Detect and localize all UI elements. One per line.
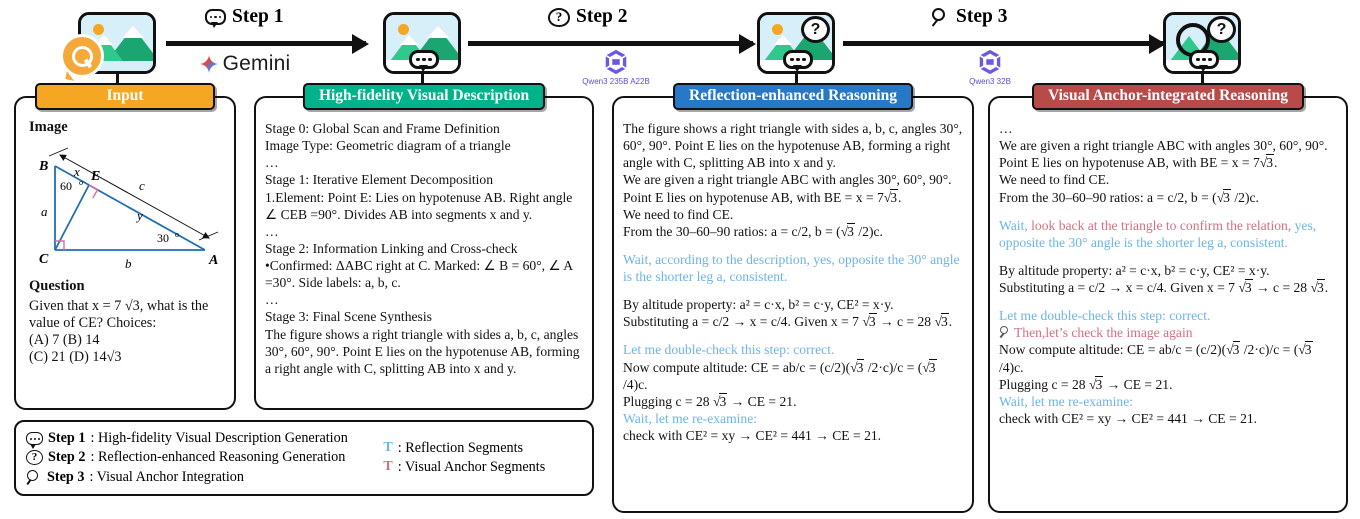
thought-question-icon: ?	[548, 8, 570, 27]
gemini-label: Gemini	[222, 52, 291, 75]
svg-text:A: A	[209, 253, 219, 269]
svg-text:c: c	[139, 178, 145, 194]
legend-step-desc: : Reflection-enhanced Reasoning Generation	[90, 449, 346, 466]
magnifier-ring-shape	[72, 46, 93, 67]
svg-text:C: C	[39, 252, 49, 268]
query-badge-icon	[60, 34, 104, 78]
gemini-sparkle-icon	[200, 55, 218, 73]
svg-text:x: x	[74, 164, 80, 180]
reflection-lead: Wait,	[999, 217, 1028, 233]
paragraph-gap	[623, 330, 963, 341]
qwen-235b-label: Qwen3 235B A22B	[582, 77, 650, 86]
anchor-line: We are given a right triangle ABC with angles 30°, 60°, 90°. Point E lies on hypotenuse AB, with BE = x = 7√3.	[999, 138, 1328, 171]
svg-text:E: E	[91, 169, 101, 185]
panel-anchor-title: Visual Anchor-integrated Reasoning	[1032, 83, 1304, 110]
speech-bubble-icon	[26, 432, 43, 445]
panel-description-title: High-fidelity Visual Description	[303, 83, 545, 110]
model-tag-qwen-32b	[940, 48, 1040, 86]
reflection-line: Plugging c = 28 √3 → CE = 21.	[623, 393, 797, 409]
legend-step-row	[26, 468, 383, 487]
input-question-label: Question	[29, 278, 85, 295]
legend-mark-desc: : Visual Anchor Segments	[397, 459, 546, 475]
sun-shape	[398, 24, 409, 35]
paragraph-gap	[623, 240, 963, 251]
paragraph-gap	[999, 296, 1337, 307]
flow-arrow-2	[468, 41, 753, 46]
anchor-mixed-line	[999, 217, 1337, 251]
reflection-reflection-line: Let me double-check this step: correct.	[623, 342, 835, 358]
question-badge-icon: ?	[801, 16, 830, 43]
legend-step-row	[26, 429, 383, 448]
svg-text:B: B	[39, 159, 49, 175]
reflection-reflection-line: Wait, according to the description, yes, opposite the 30° angle is the shorter leg a, consistent.	[623, 251, 960, 284]
legend-box	[14, 420, 594, 496]
paragraph-gap	[623, 285, 963, 296]
svg-text:y: y	[137, 208, 143, 224]
magnifier-icon	[26, 470, 42, 485]
panel-description	[254, 87, 594, 410]
question-line: (C) 21 (D) 14√3	[29, 349, 122, 366]
legend-step-desc: : High-fidelity Visual Description Generation	[90, 430, 348, 447]
svg-text:30: 30	[157, 231, 169, 246]
reflection-line: We are given a right triangle ABC with angles 30°, 60°, 90°. Point E lies on hypotenuse AB, with BE = x = 7√3.	[623, 172, 952, 205]
geometry-diagram	[27, 138, 231, 273]
description-line: 1.Element: Point E: Lies on hypotenuse AB. Right angle ∠ CEB =90°. Divides AB into segments x and y.	[265, 189, 573, 222]
panel-input-title: Input	[35, 83, 215, 110]
anchor-reflection-line: Let me double-check this step: correct.	[999, 308, 1211, 324]
reflection-tail: yes, opposite the 30° angle is the shorter leg a, consistent.	[999, 217, 1317, 250]
description-line: Stage 1: Iterative Element Decomposition	[265, 172, 494, 188]
description-line: …	[265, 155, 281, 171]
step-1-label: Step 1	[232, 6, 284, 27]
snow-cap-shape	[427, 26, 449, 38]
legend-step-name: Step 1	[48, 430, 86, 447]
legend-marks-column	[383, 439, 582, 477]
reflection-line: Substituting a = c/2 → x = c/4. Given x = 7 √3 → c = 28 √3.	[623, 314, 953, 330]
reflection-body	[614, 98, 972, 450]
snow-cap-shape	[122, 26, 144, 38]
question-line: (A) 7 (B) 14	[29, 331, 100, 348]
model-tag-gemini	[175, 52, 315, 76]
step-2-header	[548, 6, 627, 28]
step-3-header	[930, 6, 1007, 28]
reflection-reflection-line: Wait, let me re-examine:	[623, 410, 758, 426]
legend-steps-column	[26, 429, 383, 487]
snow-cap-shape	[400, 35, 418, 45]
svg-text:b: b	[125, 256, 132, 272]
question-badge-icon: ?	[1207, 16, 1236, 43]
svg-text:o: o	[79, 178, 83, 188]
anchor-line: By altitude property: a² = c·x, b² = c·y, CE² = x·y.	[999, 262, 1270, 278]
flow-arrow-3	[843, 41, 1163, 46]
anchor-line: check with CE² = xy → CE² = 441 → CE = 21.	[999, 410, 1258, 426]
legend-color-swatch: T	[383, 459, 393, 475]
legend-mark-row	[383, 458, 582, 477]
anchor-line: …	[999, 121, 1015, 136]
legend-step-row	[26, 448, 383, 467]
anchor-anchor-line: Then,let’s check the image again	[999, 324, 1337, 341]
reflection-line: check with CE² = xy → CE² = 441 → CE = 21.	[623, 428, 882, 443]
reflection-line: The figure shows a right triangle with sides a, b, c, angles 30°, 60°, 90°. Point E lies on the hypotenuse AB, forming a right angle with C, splitting AB into x and y.	[623, 121, 963, 171]
question-line: value of CE? Choices:	[29, 314, 157, 331]
panel-input	[14, 87, 236, 410]
visual-anchor-text: look back at the triangle to confirm the relation,	[1027, 217, 1292, 233]
qwen-32b-label: Qwen3 32B	[969, 77, 1011, 86]
pipeline-strip	[0, 0, 1360, 92]
sun-shape	[772, 24, 783, 35]
anchor-line: From the 30–60–90 ratios: a = c/2, b = (√3 /2)c.	[999, 189, 1259, 205]
image-caption-question-icon	[757, 12, 835, 74]
anchor-line: We need to find CE.	[999, 172, 1110, 188]
legend-color-swatch: T	[383, 439, 393, 455]
legend-step-desc: : Visual Anchor Integration	[89, 468, 244, 485]
description-line: …	[265, 223, 281, 239]
qwen-logo-icon	[601, 48, 631, 76]
step-1-header	[205, 6, 283, 28]
description-line: The figure shows a right triangle with sides a, b, c, angles 30°, 60°, 90°. Point E lies on the hypotenuse AB, forming a right angle with C, splitting AB into x and y.	[265, 326, 580, 376]
description-body	[256, 98, 592, 383]
legend-step-name: Step 3	[47, 468, 85, 485]
reflection-line: We need to find CE.	[623, 206, 734, 222]
magnifier-icon	[999, 326, 1014, 338]
image-caption-icon	[383, 12, 461, 74]
description-line: …	[265, 292, 281, 308]
description-line: •Confirmed: ΔABC right at C. Marked: ∠ B = 60°, ∠ A =30°. Side labels: a, b, c.	[265, 258, 573, 291]
anchor-line: Substituting a = c/2 → x = c/4. Given x = 7 √3 → c = 28 √3.	[999, 280, 1329, 295]
svg-text:60: 60	[60, 179, 72, 194]
legend-mark-desc: : Reflection Segments	[397, 439, 524, 456]
question-line: Given that x = 7 √3, what is the	[29, 297, 209, 314]
anchor-line: Now compute altitude: CE = ab/c = (c/2)(√3 /2·c)/c = (√3 /4)c.	[999, 342, 1312, 375]
thought-question-icon: ?	[26, 450, 43, 465]
flow-arrow-1	[166, 41, 366, 46]
caption-bubble-icon	[1189, 50, 1219, 69]
speech-bubble-icon	[205, 9, 226, 25]
input-image-label: Image	[29, 119, 68, 135]
legend-mark-row	[383, 439, 582, 458]
reflection-line: By altitude property: a² = c·x, b² = c·y, CE² = x·y.	[623, 297, 894, 313]
panel-anchor	[988, 87, 1348, 513]
step-2-label: Step 2	[576, 6, 628, 27]
description-line: Stage 0: Global Scan and Frame Definition	[265, 121, 500, 136]
qwen-logo-icon	[975, 48, 1005, 76]
anchor-reflection-line: Wait, let me re-examine:	[999, 393, 1134, 409]
panel-reflection	[612, 87, 974, 513]
description-line: Stage 3: Final Scene Synthesis	[265, 309, 432, 325]
svg-text:a: a	[41, 204, 48, 220]
svg-text:o: o	[175, 230, 179, 240]
step-3-label: Step 3	[956, 6, 1008, 27]
reflection-line: Now compute altitude: CE = ab/c = (c/2)(√3 /2·c)/c = (√3 /4)c.	[623, 359, 936, 392]
description-line: Stage 2: Information Linking and Cross-check	[265, 240, 518, 256]
reflection-line: From the 30–60–90 ratios: a = c/2, b = (√3 /2)c.	[623, 223, 883, 239]
model-tag-qwen-235b	[556, 48, 676, 86]
magnifier-icon	[930, 7, 950, 27]
caption-bubble-icon	[409, 50, 439, 69]
anchor-body	[990, 98, 1346, 433]
paragraph-gap	[999, 206, 1337, 217]
image-magnifier-question-icon	[1163, 12, 1241, 74]
sun-shape	[93, 24, 104, 35]
snow-cap-shape	[774, 35, 792, 45]
legend-step-name: Step 2	[48, 449, 86, 466]
description-line: Image Type: Geometric diagram of a triangle	[265, 138, 511, 154]
paragraph-gap	[999, 251, 1337, 262]
caption-bubble-icon	[783, 50, 813, 69]
anchor-line: Plugging c = 28 √3 → CE = 21.	[999, 376, 1173, 392]
panel-reflection-title: Reflection-enhanced Reasoning	[673, 83, 913, 110]
